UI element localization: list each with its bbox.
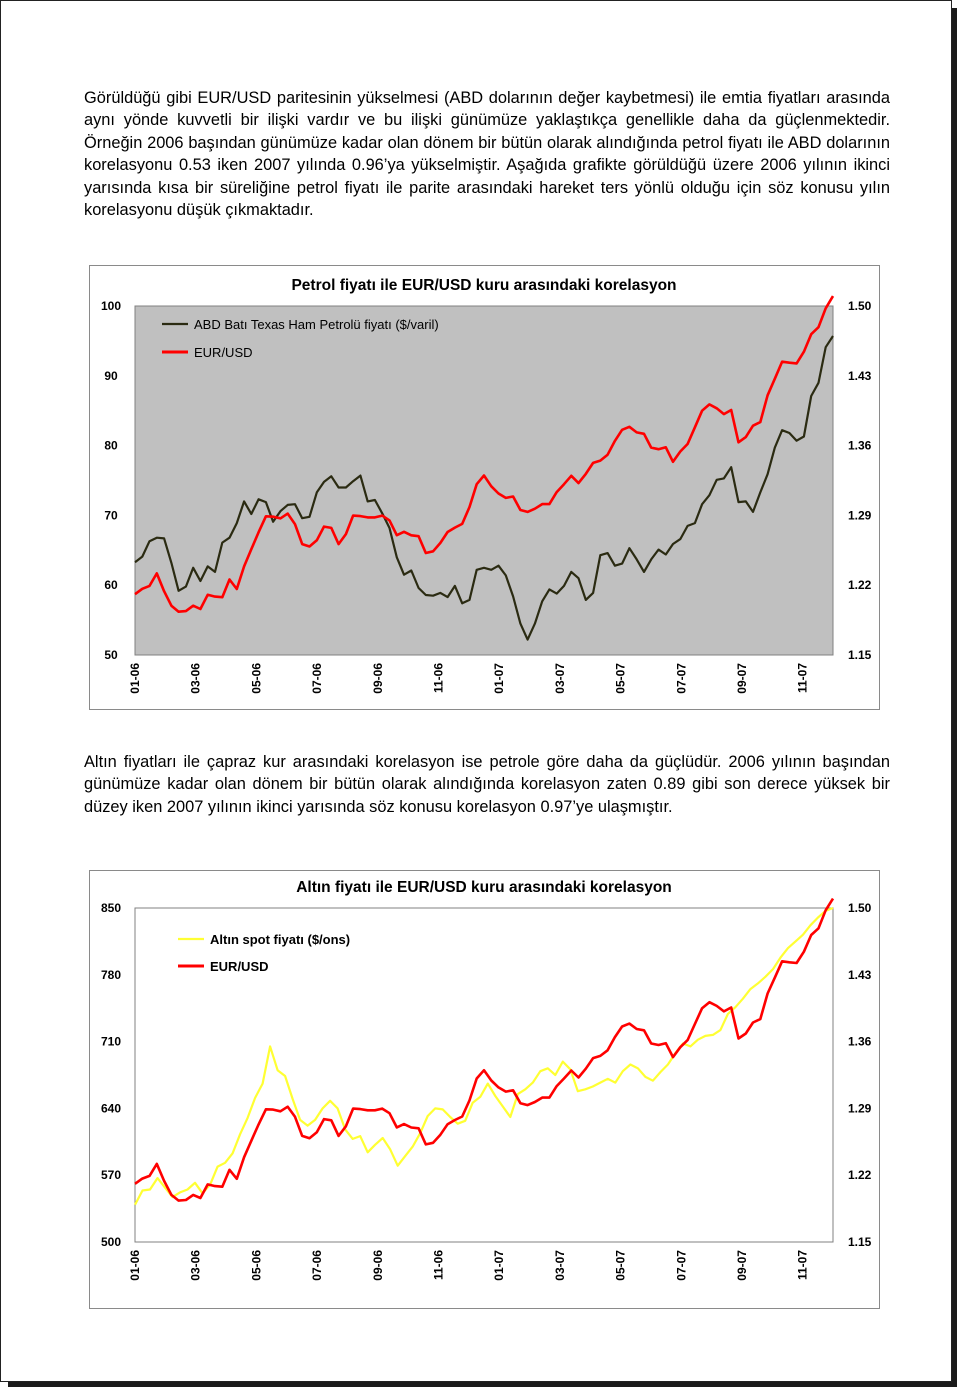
y-right-tick-label: 1.22 — [848, 1168, 872, 1183]
y-left-tick-label: 70 — [104, 508, 118, 523]
x-tick-label: 07-07 — [674, 1250, 689, 1281]
y-left-tick-label: 640 — [100, 1101, 122, 1116]
chart-title: Petrol fiyatı ile EUR/USD kuru arasındaki korelasyon — [291, 277, 677, 294]
x-tick-label: 11-07 — [795, 1250, 810, 1281]
x-tick-label: 07-06 — [310, 1250, 325, 1281]
chart-title: Altın fiyatı ile EUR/USD kuru arasındaki korelasyon — [296, 879, 672, 896]
x-tick-label: 01-07 — [492, 663, 507, 694]
paragraph-gold-correlation: Altın fiyatları ile çapraz kur arasındaki korelasyon ise petrole göre daha da güçlüdür. 2006 yılının başından günümüze kadar olan dönem bir bütün olarak alındığında korelasyon zaten 0.89 gibi son derece yüksek bir düzey iken 2007 yılının ikinci yarısında söz konusu korelasyon 0.97’ye ulaşmıştır. — [84, 753, 890, 816]
y-right-tick-label: 1.43 — [848, 967, 872, 982]
x-tick-label: 07-06 — [310, 663, 325, 694]
x-tick-label: 05-07 — [613, 663, 628, 694]
y-right-tick-label: 1.29 — [848, 1101, 872, 1116]
x-tick-label: 09-07 — [734, 663, 749, 694]
x-tick-label: 09-06 — [370, 1250, 385, 1281]
x-tick-label: 05-06 — [249, 663, 264, 694]
legend-label: ABD Batı Texas Ham Petrolü fiyatı ($/varil) — [194, 317, 439, 332]
y-left-tick-label: 100 — [100, 299, 122, 313]
x-tick-label: 03-07 — [552, 1250, 567, 1281]
y-left-tick-label: 710 — [100, 1034, 122, 1049]
x-tick-label: 01-07 — [492, 1250, 507, 1281]
x-tick-label: 05-06 — [249, 1250, 264, 1281]
y-left-tick-label: 80 — [104, 438, 118, 453]
x-tick-label: 05-07 — [613, 1250, 628, 1281]
x-tick-label: 03-06 — [188, 1250, 203, 1281]
x-tick-label: 11-06 — [431, 1250, 446, 1281]
y-left-tick-label: 850 — [100, 901, 122, 915]
y-left-tick-label: 780 — [100, 967, 122, 982]
y-right-tick-label: 1.15 — [848, 648, 872, 662]
legend-label: Altın spot fiyatı ($/ons) — [210, 932, 351, 947]
y-right-tick-label: 1.43 — [848, 368, 872, 383]
y-right-tick-label: 1.50 — [848, 299, 872, 313]
y-left-tick-label: 60 — [104, 578, 118, 593]
y-left-tick-label: 90 — [104, 368, 118, 383]
legend-label: EUR/USD — [210, 959, 269, 974]
legend-label: EUR/USD — [194, 345, 253, 360]
oil-eurusd-chart — [89, 265, 880, 710]
y-right-tick-label: 1.36 — [848, 1034, 872, 1049]
x-tick-label: 09-07 — [734, 1250, 749, 1281]
y-left-tick-label: 570 — [100, 1168, 122, 1183]
paragraph-oil-correlation: Görüldüğü gibi EUR/USD paritesinin yükselmesi (ABD dolarının değer kaybetmesi) ile emtia fiyatları arasında aynı yönde kuvvetli bir ilişki vardır ve bu ilişki günümüze yaklaştıkça genellikle daha da güçlenmektedir. Örneğin 2006 başından günümüze kadar olan dönem bir bütün olarak alındığında petrol fiyatı ile ABD dolarının korelasyonu 0.53 iken 2007 yılında 0.96’ya yükselmiştir. Aşağıda grafikte görüldüğü üzere 2006 yılının ikinci yarısında kısa bir süreliğine petrol fiyatı ile parite arasındaki hareket ters yönlü olduğu için söz konusu yılın korelasyonu düşük çıkmaktadır. — [84, 89, 890, 220]
y-right-tick-label: 1.29 — [848, 508, 872, 523]
x-tick-label: 01-06 — [128, 663, 142, 694]
x-tick-label: 11-06 — [431, 663, 446, 694]
x-tick-label: 01-06 — [128, 1250, 142, 1281]
y-right-tick-label: 1.36 — [848, 438, 872, 453]
x-tick-label: 11-07 — [795, 663, 810, 694]
x-tick-label: 07-07 — [674, 663, 689, 694]
x-tick-label: 03-06 — [188, 663, 203, 694]
gold-eurusd-chart-svg — [90, 871, 879, 1308]
y-right-tick-label: 1.22 — [848, 578, 872, 593]
x-tick-label: 09-06 — [370, 663, 385, 694]
gold-eurusd-chart — [89, 870, 880, 1309]
y-left-tick-label: 500 — [100, 1235, 122, 1249]
x-tick-label: 03-07 — [552, 663, 567, 694]
y-left-tick-label: 50 — [104, 648, 118, 662]
oil-eurusd-chart-svg — [90, 266, 879, 709]
y-right-tick-label: 1.15 — [848, 1235, 872, 1249]
y-right-tick-label: 1.50 — [848, 901, 872, 915]
